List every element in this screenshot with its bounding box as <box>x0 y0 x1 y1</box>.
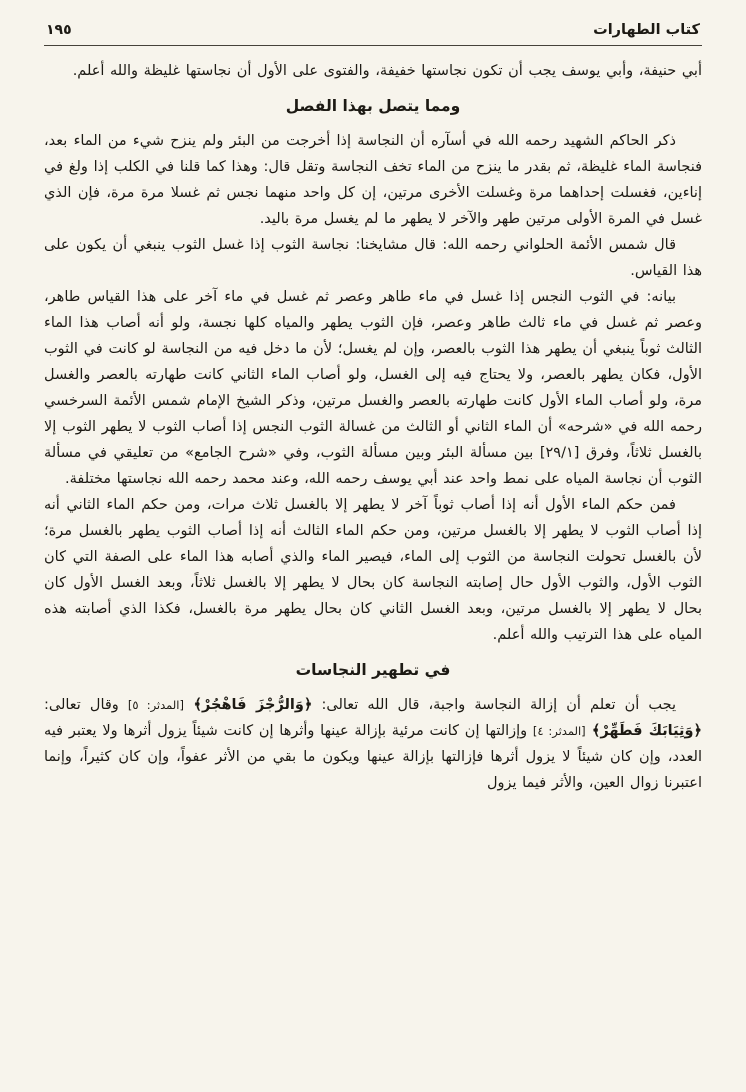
quran-verse-rujz: ﴿وَالرُّجْزَ فَاهْجُرْ﴾ <box>184 697 313 713</box>
paragraph-hakim: ذكر الحاكم الشهيد رحمه الله في أسآره أن النجاسة إذا أخرجت من البئر ولم ينزح شيء من الماء بعد، فنجاسة الماء غليظة، ثم بقدر ما ينزح من الماء تخف النجاسة وتقل قال: وهذا كما قلنا في الكلب إذا ولغ في إناءين، فغسلت إحداهما مرة وغسلت الأخرى مرتين، إن كل واحد منهما نجس ثم غسلا مرة مرة، فإن الذي غسل في المرة الأولى مرتين طهر والآخر لا يطهر ما لم يغسل مرة باليد. <box>44 133 702 227</box>
page-number: ١٩٥ <box>46 22 72 38</box>
text-run-lead: يجب أن تعلم أن إزالة النجاسة واجبة، قال الله تعالى: <box>312 697 676 713</box>
text-run-rest: وإزالتها إن كانت مرئية بإزالة عينها وأثرها إن كانت شيئاً يزول أثرها ولا يعتبر فيه العدد، وإن كان شيئاً لا يزول أثرها فإزالتها بإزالة عينها ويكون ما بقي من الأثر عفواً، وإن كان كثيراً، وإنما اعتبرنا زوال العين، والأثر فيما يزول <box>44 723 702 791</box>
paragraph-halwani: قال شمس الأئمة الحلواني رحمه الله: قال مشايخنا: نجاسة الثوب إذا غسل الثوب ينبغي أن يكون على هذا القياس. <box>44 237 702 279</box>
verse-reference-muddathir4: [المدثر: ٤] <box>532 724 586 738</box>
paragraph-continuation: أبي حنيفة، وأبي يوسف يجب أن تكون نجاستها خفيفة، والفتوى على الأول أن نجاستها غليظة والله أعلم. <box>72 63 702 79</box>
book-title: كتاب الطهارات <box>593 22 700 38</box>
text-run-mid: وقال تعالى: <box>44 697 128 713</box>
page-header <box>44 22 702 46</box>
quran-verse-thiyab: ﴿وَثِيَابَكَ فَطَهِّرْ﴾ <box>585 723 702 739</box>
paragraph-bayan: بيانه: في الثوب النجس إذا غسل في ماء طاهر وعصر ثم غسل في ماء آخر على هذا القياس طاهر، وعصر ثم غسل في ماء ثالث طاهر وعصر، فإن الثوب يطهر والمياه كلها نجسة، ولو أنه أصاب هذا الماء الثالث ثوباً ينبغي أن يطهر هذا الثوب بالعصر، وإن لم يغسل؛ لأن ما دخل فيه من النجاسة لو كانت في الثوب الأول، فكان يطهر بالعصر، ولا يحتاج فيه إلى الغسل، ولو أصاب الماء الثاني كانت طهارته بالعصر والغسل مرة، ولو أصاب الماء الأول كانت طهارته بالعصر والغسل مرتين، وذكر الشيخ الإمام شمس الأئمة السرخسي رحمه الله في «شرحه» أن الماء الثاني أو الثالث من غسالة الثوب النجس إذا أصاب الثوب لا يطهر الثوب إلا بالغسل ثلاثاً، وفرق [٢٩/١] بين مسألة البئر وبين مسألة الثوب، وفي «شرح الجامع» من تعليقي في مسألة الثوب أن نجاسة المياه على نمط واحد عند أبي يوسف رحمه الله، وعند محمد رحمه الله نجاستها مختلفة. <box>44 289 702 487</box>
paragraph-hukm: فمن حكم الماء الأول أنه إذا أصاب ثوباً آخر لا يطهر إلا بالغسل ثلاث مرات، ومن حكم الماء الثاني أنه إذا أصاب الثوب لا يطهر إلا بالغسل مرتين، ومن حكم الماء الثالث أنه إذا أصاب الثوب يطهر بالغسل مرة؛ لأن بالغسل تحولت النجاسة من الثوب إلى الماء، فيصير الماء والذي أصابه هذا الماء على الصفة التي كان الثوب الأول، والثوب الأول حال إصابته النجاسة كان بحال لا يطهر إلا بالغسل ثلاثاً، وبعد الغسل الأول كان بحال لا يطهر إلا بالغسل مرتين، وبعد الغسل الثاني كان بحال يطهر مرة بالغسل، فكذا الذي أصابته هذه المياه على هذا الترتيب والله أعلم. <box>44 497 702 643</box>
verse-reference-muddathir5: [المدثر: ٥] <box>127 698 184 712</box>
section-heading-fasl: ومما يتصل بهذا الفصل <box>285 97 461 115</box>
page-body <box>44 58 702 796</box>
paragraph-tathir <box>44 692 702 796</box>
section-heading-tathir: في تطهير النجاسات <box>295 661 451 679</box>
